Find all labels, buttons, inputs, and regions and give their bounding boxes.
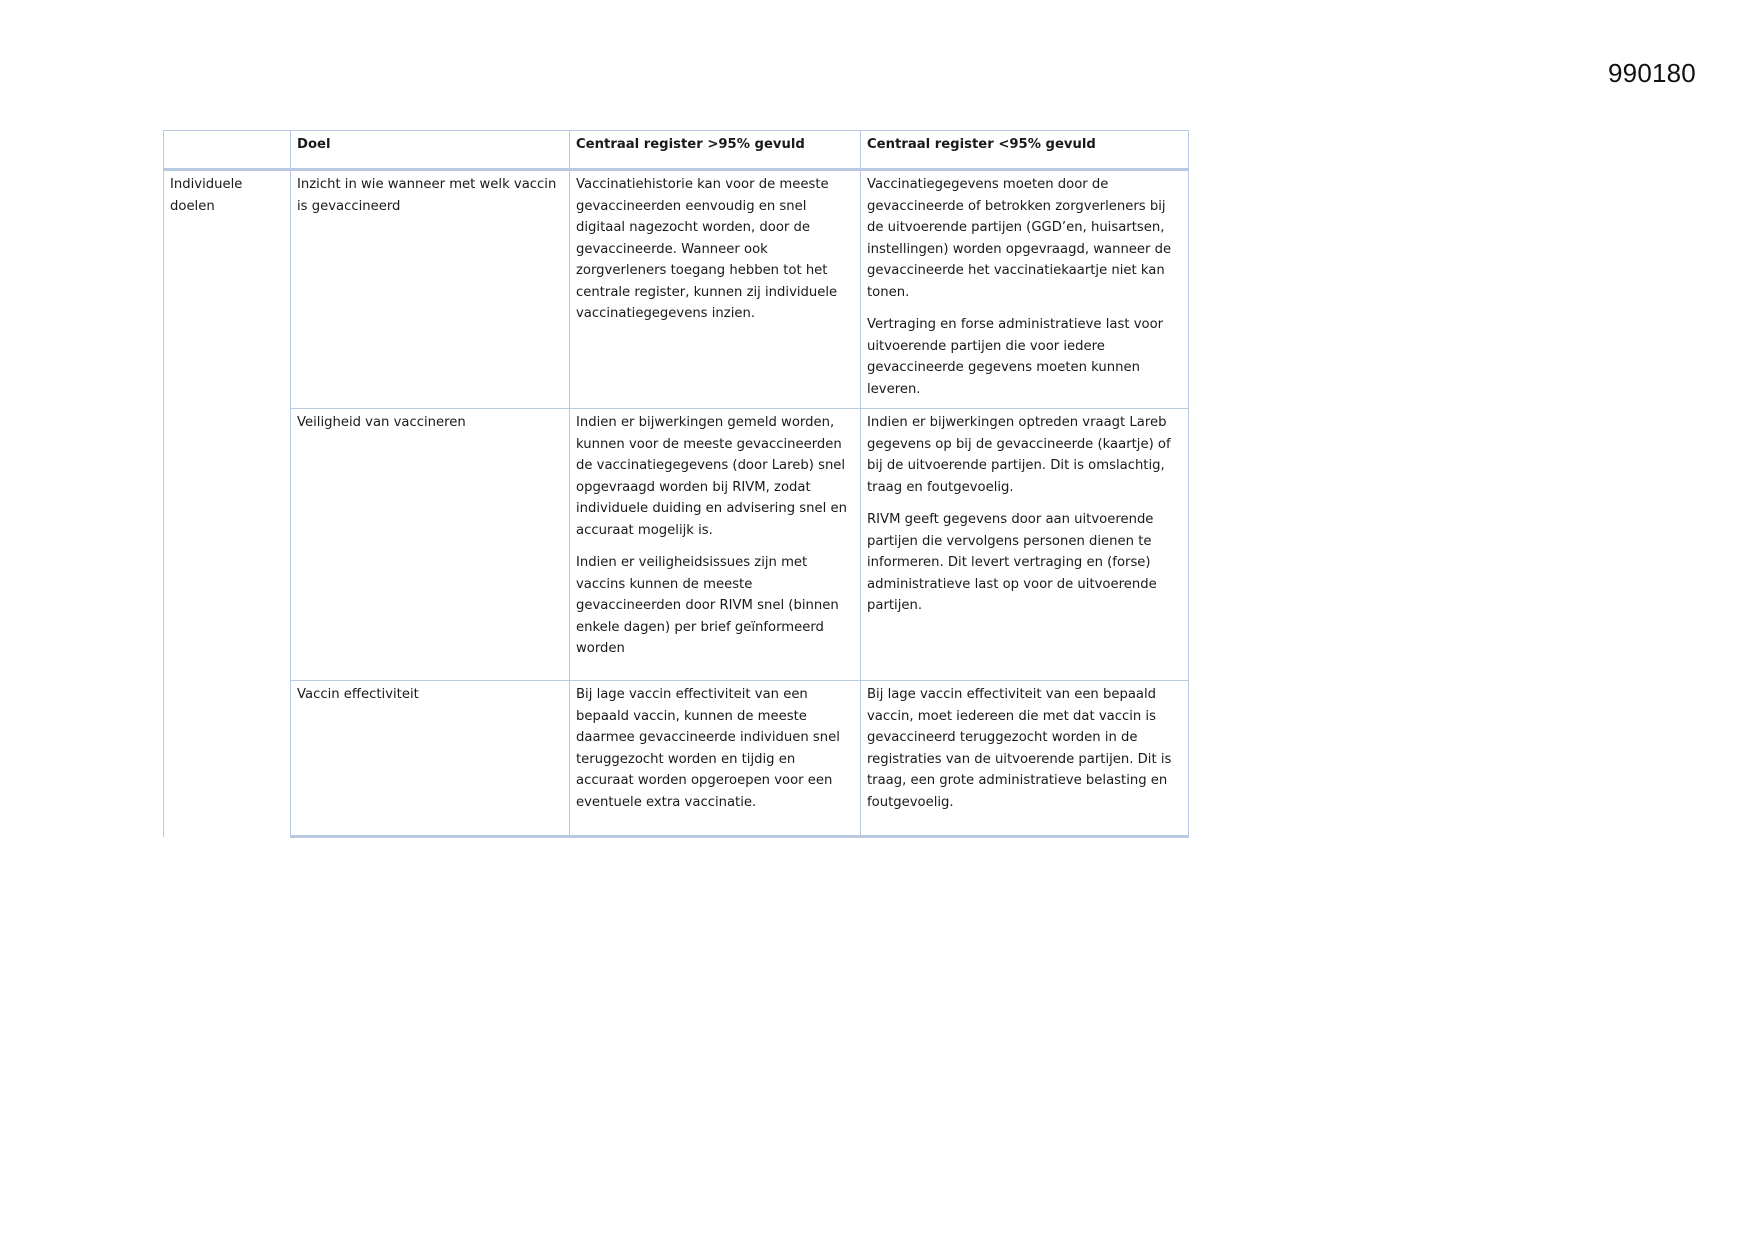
- header-register-high: Centraal register >95% gevuld: [570, 131, 861, 170]
- cell-paragraph: Bij lage vaccin effectiviteit van een bepaald vaccin, moet iedereen die met dat vaccin is gevaccineerd teruggezocht worden in de registraties van de uitvoerende partijen. Dit is traag, een grote administratieve belasting en foutgevoelig.: [867, 687, 1172, 810]
- header-category: [164, 131, 291, 170]
- cell-paragraph: Vertraging en forse administratieve last voor uitvoerende partijen die voor iedere gevaccineerde gegevens moeten kunnen leveren.: [867, 317, 1164, 397]
- comparison-table-container: [163, 130, 1189, 838]
- goal-cell: Veiligheid van vaccineren: [291, 409, 570, 681]
- goal-cell: Inzicht in wie wanneer met welk vaccin is gevaccineerd: [291, 170, 570, 409]
- cell-paragraph: Bij lage vaccin effectiviteit van een bepaald vaccin, kunnen de meeste daarmee gevaccineerde individuen snel teruggezocht worden en tijdig en accuraat worden opgeroepen voor een eventuele extra vaccinatie.: [576, 687, 840, 810]
- register-high-cell: [570, 681, 861, 837]
- cell-paragraph: Vaccinatiegegevens moeten door de gevaccineerde of betrokken zorgverleners bij de uitvoerende partijen (GGD’en, huisartsen, instellingen) worden opgevraagd, wanneer de gevaccineerde het vaccinatiekaartje niet kan tonen.: [867, 177, 1172, 300]
- table-header-row: [164, 131, 1189, 170]
- register-low-cell: [861, 170, 1189, 409]
- cell-paragraph: Vaccinatiehistorie kan voor de meeste gevaccineerden eenvoudig en snel digitaal nagezocht worden, door de gevaccineerde. Wanneer ook zorgverleners toegang hebben tot het centrale register, kunnen zij individuele vaccinatiegegevens inzien.: [576, 177, 838, 321]
- goal-cell: Vaccin effectiviteit: [291, 681, 570, 837]
- register-low-cell: [861, 681, 1189, 837]
- cell-paragraph: Indien er bijwerkingen gemeld worden, kunnen voor de meeste gevaccineerden de vaccinatiegegevens (door Lareb) snel opgevraagd worden bij RIVM, zodat individuele duiding en advisering snel en accuraat mogelijk is.: [576, 415, 847, 538]
- category-cell: Individuele doelen: [164, 170, 291, 837]
- document-number: 990180: [1608, 58, 1696, 88]
- comparison-table: [163, 130, 1189, 838]
- header-register-low: Centraal register <95% gevuld: [861, 131, 1189, 170]
- cell-paragraph: RIVM geeft gegevens door aan uitvoerende partijen die vervolgens personen dienen te informeren. Dit levert vertraging en (forse) administratieve last op voor de uitvoerende partijen.: [867, 512, 1157, 613]
- table-row: [164, 170, 1189, 409]
- cell-paragraph: Indien er bijwerkingen optreden vraagt Lareb gegevens op bij de gevaccineerde (kaartje) of bij de uitvoerende partijen. Dit is omslachtig, traag en foutgevoelig.: [867, 415, 1171, 495]
- header-goal: Doel: [291, 131, 570, 170]
- table-row: [164, 681, 1189, 837]
- cell-paragraph: Indien er veiligheidsissues zijn met vaccins kunnen de meeste gevaccineerden door RIVM snel (binnen enkele dagen) per brief geïnformeerd worden: [576, 555, 839, 656]
- register-low-cell: [861, 409, 1189, 681]
- register-high-cell: [570, 409, 861, 681]
- table-row: [164, 409, 1189, 681]
- register-high-cell: [570, 170, 861, 409]
